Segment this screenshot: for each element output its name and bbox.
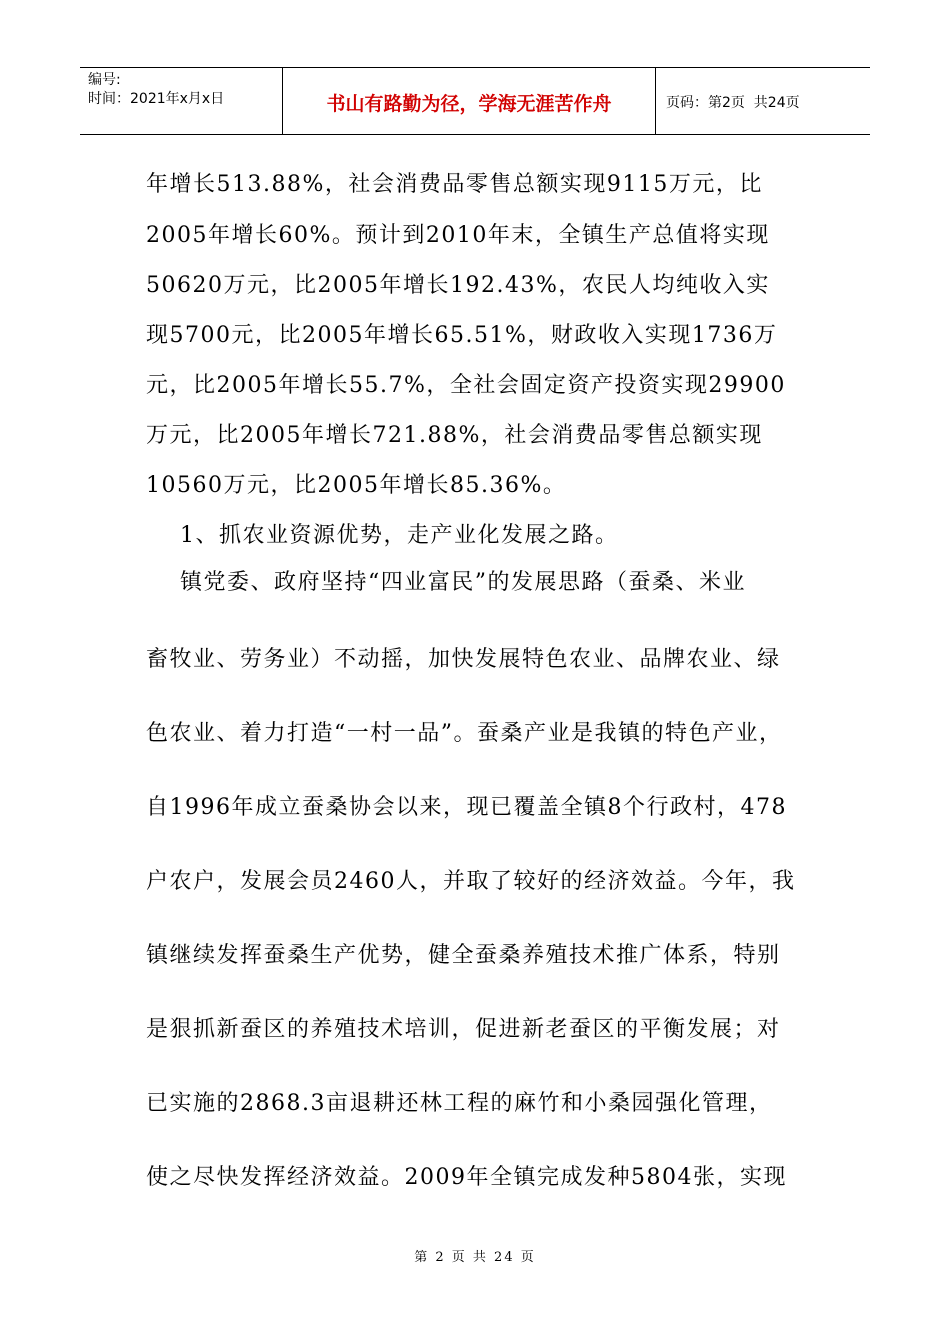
body-line: 色农业、着力打造“一村一品”。蚕桑产业是我镇的特色产业， (146, 721, 783, 746)
page-info-text: 页码：第2页 共24页 (666, 95, 800, 111)
header-motto: 书山有路勤为径，学海无涯苦作舟 (282, 68, 656, 134)
body-line: 现5700元，比2005年增长65.51%，财政收入实现1736万 (146, 323, 778, 348)
body-line: 2005年增长60%。预计到2010年末，全镇生产总值将实现 (146, 223, 770, 248)
body-line: 使之尽快发挥经济效益。2009年全镇完成发种5804张，实现 (146, 1165, 787, 1190)
header-meta (80, 68, 282, 134)
body-line: 10560万元，比2005年增长85.36%。 (146, 473, 567, 498)
body-line: 已实施的2868.3亩退耕还林工程的麻竹和小桑园强化管理， (146, 1091, 773, 1116)
body-line: 万元，比2005年增长721.88%，社会消费品零售总额实现 (146, 423, 763, 448)
body-line: 户农户，发展会员2460人，并取了较好的经济效益。今年，我 (146, 869, 796, 894)
body-line: 镇党委、政府坚持“四业富民”的发展思路（蚕桑、米业 (146, 570, 746, 595)
body-line: 畜牧业、劳务业）不动摇，加快发展特色农业、品牌农业、绿 (146, 647, 781, 672)
body-line: 年增长513.88%，社会消费品零售总额实现9115万元，比 (146, 172, 763, 197)
section-heading: 1、抓农业资源优势，走产业化发展之路。 (146, 523, 619, 548)
body-line: 元，比2005年增长55.7%，全社会固定资产投资实现29900 (146, 373, 786, 398)
document-number-label: 编号: (88, 72, 121, 88)
body-line: 50620万元，比2005年增长192.43%，农民人均纯收入实 (146, 273, 770, 298)
header-page-info (656, 68, 870, 134)
body-line: 自1996年成立蚕桑协会以来，现已覆盖全镇8个行政村，478 (146, 795, 787, 820)
page-header (80, 67, 870, 135)
document-time-label: 时间：2021年x月x日 (88, 91, 225, 107)
body-line: 是狠抓新蚕区的养殖技术培训，促进新老蚕区的平衡发展；对 (146, 1017, 781, 1042)
page-footer: 第 2 页 共 24 页 (414, 1250, 536, 1265)
body-line: 镇继续发挥蚕桑生产优势，健全蚕桑养殖技术推广体系，特别 (146, 943, 781, 968)
